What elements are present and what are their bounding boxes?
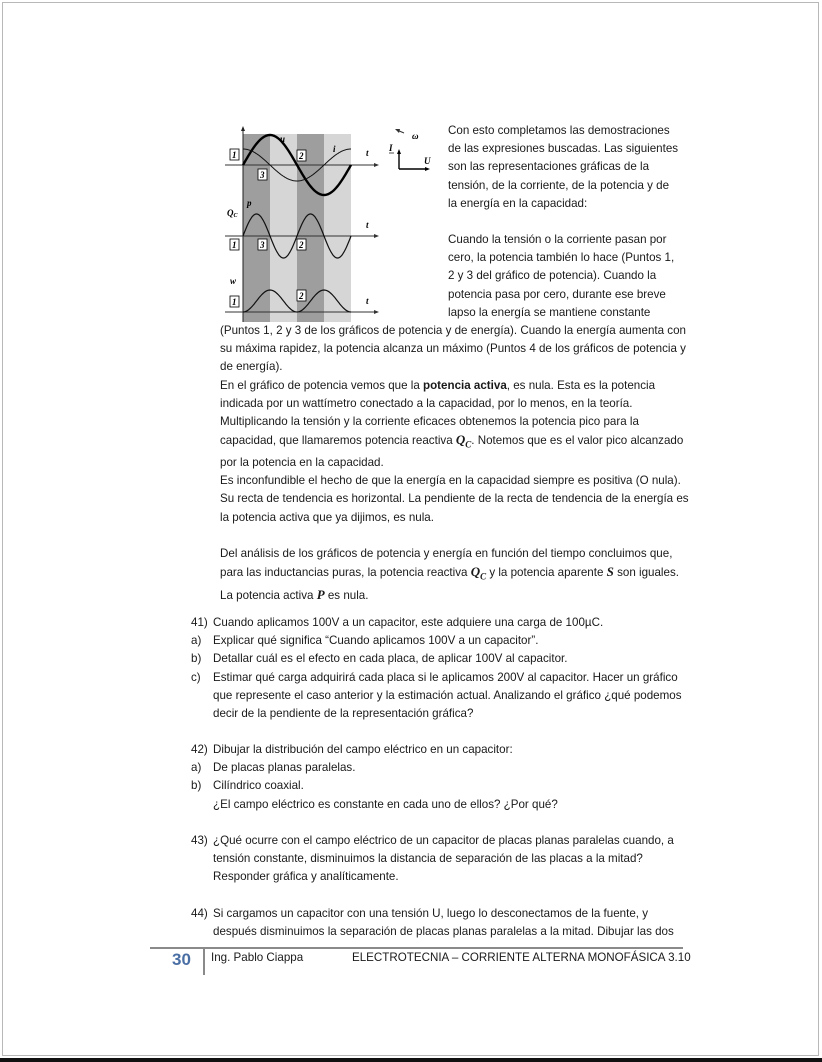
bottom-bar: [0, 1058, 822, 1062]
question-43: [191, 832, 686, 887]
question-text: Dibujar la distribución del campo eléctrico en un capacitor:: [213, 743, 513, 756]
footer-author: Ing. Pablo Ciappa: [211, 951, 304, 964]
marker-middle-2: [297, 239, 306, 250]
item-label: b): [191, 779, 202, 793]
item-label: a): [191, 761, 202, 775]
marker-bottom-1: [230, 296, 239, 307]
bottom-t-label: t: [366, 296, 369, 306]
band-dark-1: [243, 134, 270, 322]
item-label: b): [191, 652, 202, 666]
reactive-power-label: QC: [227, 208, 238, 219]
marker-bottom-2: [297, 290, 306, 301]
intro-paragraph: [448, 122, 688, 213]
intro-line: tensión, de la corriente, de la potencia y de: [448, 178, 670, 192]
band-light-1: [270, 134, 297, 322]
item-label: [191, 796, 213, 814]
text-span: . Notemos que es el valor pico alcanzado por la potencia en la capacidad.: [220, 434, 684, 470]
phasor-voltage-label: U: [424, 156, 431, 166]
intro-line: la energía en la capacidad:: [448, 196, 588, 210]
y-axis-arrow-icon: [241, 126, 245, 131]
symbol-p: P: [316, 587, 325, 603]
footer-rule: [150, 947, 683, 949]
item-text: Estimar qué carga adquirirá cada placa si le aplicamos 200V al capacitor. Hacer un gráfico que represente el caso anterior y la estimación actual. Analizando el gráfico ¿qué podemos decir de la pendiente de la representación gráfica?: [213, 670, 682, 721]
energy-y-label: w: [230, 276, 237, 286]
question-text: ¿Qué ocurre con el campo eléctrico de un capacitor de placas planas paralelas cuando, a tensión constante, disminuimos la distancia de separación de las placas a la mitad? Responder gráfica y analíticamente.: [213, 834, 674, 884]
middle-t-label: t: [366, 220, 369, 230]
item-text: Detallar cuál es el efecto en cada placa, de aplicar 100V al capacitor.: [213, 652, 568, 666]
text-span: y la potencia aparente: [486, 566, 607, 580]
voltage-label: u: [280, 134, 286, 144]
question-number: 43): [191, 834, 208, 847]
intro2-line: Cuando la tensión o la corriente pasan por: [448, 233, 667, 246]
symbol-qc: $Q_C$: [470, 564, 487, 582]
item-text: Explicar qué significa “Cuando aplicamos 100V a un capacitor”.: [213, 634, 539, 648]
power-y-label: p: [247, 198, 252, 208]
page-number: 30: [172, 950, 191, 969]
footer-title: ELECTROTECNIA – CORRIENTE ALTERNA MONOFÁSICA 3.10: [352, 951, 691, 964]
top-x-axis-arrow-icon: [374, 163, 379, 167]
item-label: c): [191, 670, 201, 684]
svg-text:2: 2: [299, 151, 304, 161]
symbol-qc: $Q_C$: [455, 432, 472, 450]
omega-label: ω: [412, 131, 419, 141]
intro-line: son las representaciones gráficas de la: [448, 160, 650, 174]
svg-text:3: 3: [260, 170, 265, 180]
marker-top-2: [297, 150, 306, 161]
paragraph-energy: Es inconfundible el hecho de que la energía en la capacidad siempre es positiva (O nula). Su recta de tendencia es horizontal. La pendiente de la recta de tendencia de la energía es la potencia activa que ya dijimos, es nula.: [220, 474, 689, 524]
paragraph-conclusion: [220, 545, 690, 605]
intro-line: Con esto completamos las demostraciones: [448, 124, 670, 137]
svg-text:1: 1: [232, 240, 237, 250]
bold-term: potencia activa: [423, 378, 507, 392]
marker-middle-1: [230, 239, 239, 250]
text-span: es nula.: [324, 589, 369, 603]
bottom-x-axis-arrow-icon: [374, 310, 379, 314]
item-text: De placas planas paralelas.: [213, 761, 356, 775]
text-span: Del análisis de los gráficos de potencia y energía en función del tiempo concluimos que, para las inductancias puras, la potencia reactiva: [220, 547, 673, 580]
zero-crossing-paragraph: [448, 231, 688, 322]
current-arrowhead-icon: [397, 149, 401, 154]
text-span: son iguales. La potencia activa: [220, 566, 679, 603]
marker-top-1: [230, 149, 239, 160]
question-42: [191, 741, 686, 814]
svg-text:2: 2: [299, 240, 304, 250]
item-text: ¿El campo eléctrico es constante en cada uno de ellos? ¿Por qué?: [213, 797, 558, 811]
intro2-line: 2 y 3 del gráfico de potencia). Cuando la: [448, 269, 657, 283]
marker-top-3: [258, 169, 267, 180]
svg-text:1: 1: [232, 150, 237, 160]
question-number: 41): [191, 616, 208, 629]
middle-x-axis-arrow-icon: [374, 234, 379, 238]
footer-divider: [203, 949, 205, 975]
paragraph-active-power: [220, 377, 690, 473]
omega-arrowhead-icon: [395, 129, 400, 133]
question-44: [191, 905, 686, 941]
svg-text:3: 3: [260, 240, 265, 250]
item-label: a): [191, 634, 202, 648]
body-text: [220, 322, 690, 605]
item-text: Cilíndrico coaxial.: [213, 779, 304, 793]
symbol-s: S: [606, 564, 614, 580]
intro-line: de las expresiones buscadas. Las siguientes: [448, 142, 679, 156]
intro2-line: potencia pasa por cero, durante ese breve: [448, 287, 666, 301]
phasor-diagram: [388, 124, 444, 172]
svg-text:1: 1: [232, 297, 237, 307]
text-span: , es nula. Esta es la potencia indicada por un wattímetro conectado a la capacidad, por lo menos, en la teoría. Multiplicando la tensión y la corriente eficaces obtenemos la potencia pico para la capacidad, que llamaremos potencia reactiva: [220, 378, 656, 448]
voltage-arrowhead-icon: [425, 167, 430, 171]
question-number: 44): [191, 907, 208, 920]
paragraph-points: (Puntos 1, 2 y 3 de los gráficos de potencia y de energía). Cuando la energía aumenta con su máxima rapidez, la potencia alcanza un máximo (Puntos 4 de los gráficos de potencia y de energía).: [220, 324, 686, 374]
phasor-current-label: I: [389, 143, 393, 153]
intro2-line: cero, la potencia también lo hace (Puntos 1,: [448, 251, 675, 265]
question-41: [191, 614, 686, 723]
current-label: i: [333, 144, 336, 154]
question-number: 42): [191, 743, 208, 756]
svg-text:2: 2: [299, 291, 304, 301]
marker-middle-3: [258, 239, 267, 250]
question-text: Cuando aplicamos 100V a un capacitor, este adquiere una carga de 100µC.: [213, 616, 604, 629]
band-light-2: [324, 134, 351, 322]
intro2-line: lapso la energía se mantiene constante: [448, 305, 651, 319]
question-text: Si cargamos un capacitor con una tensión U, luego lo desconectamos de la fuente, y después disminuimos la separación de placas planas paralelas a la mitad. Dibujar las dos: [213, 907, 674, 939]
top-t-label: t: [366, 148, 369, 158]
text-span: En el gráfico de potencia vemos que la: [220, 378, 424, 392]
